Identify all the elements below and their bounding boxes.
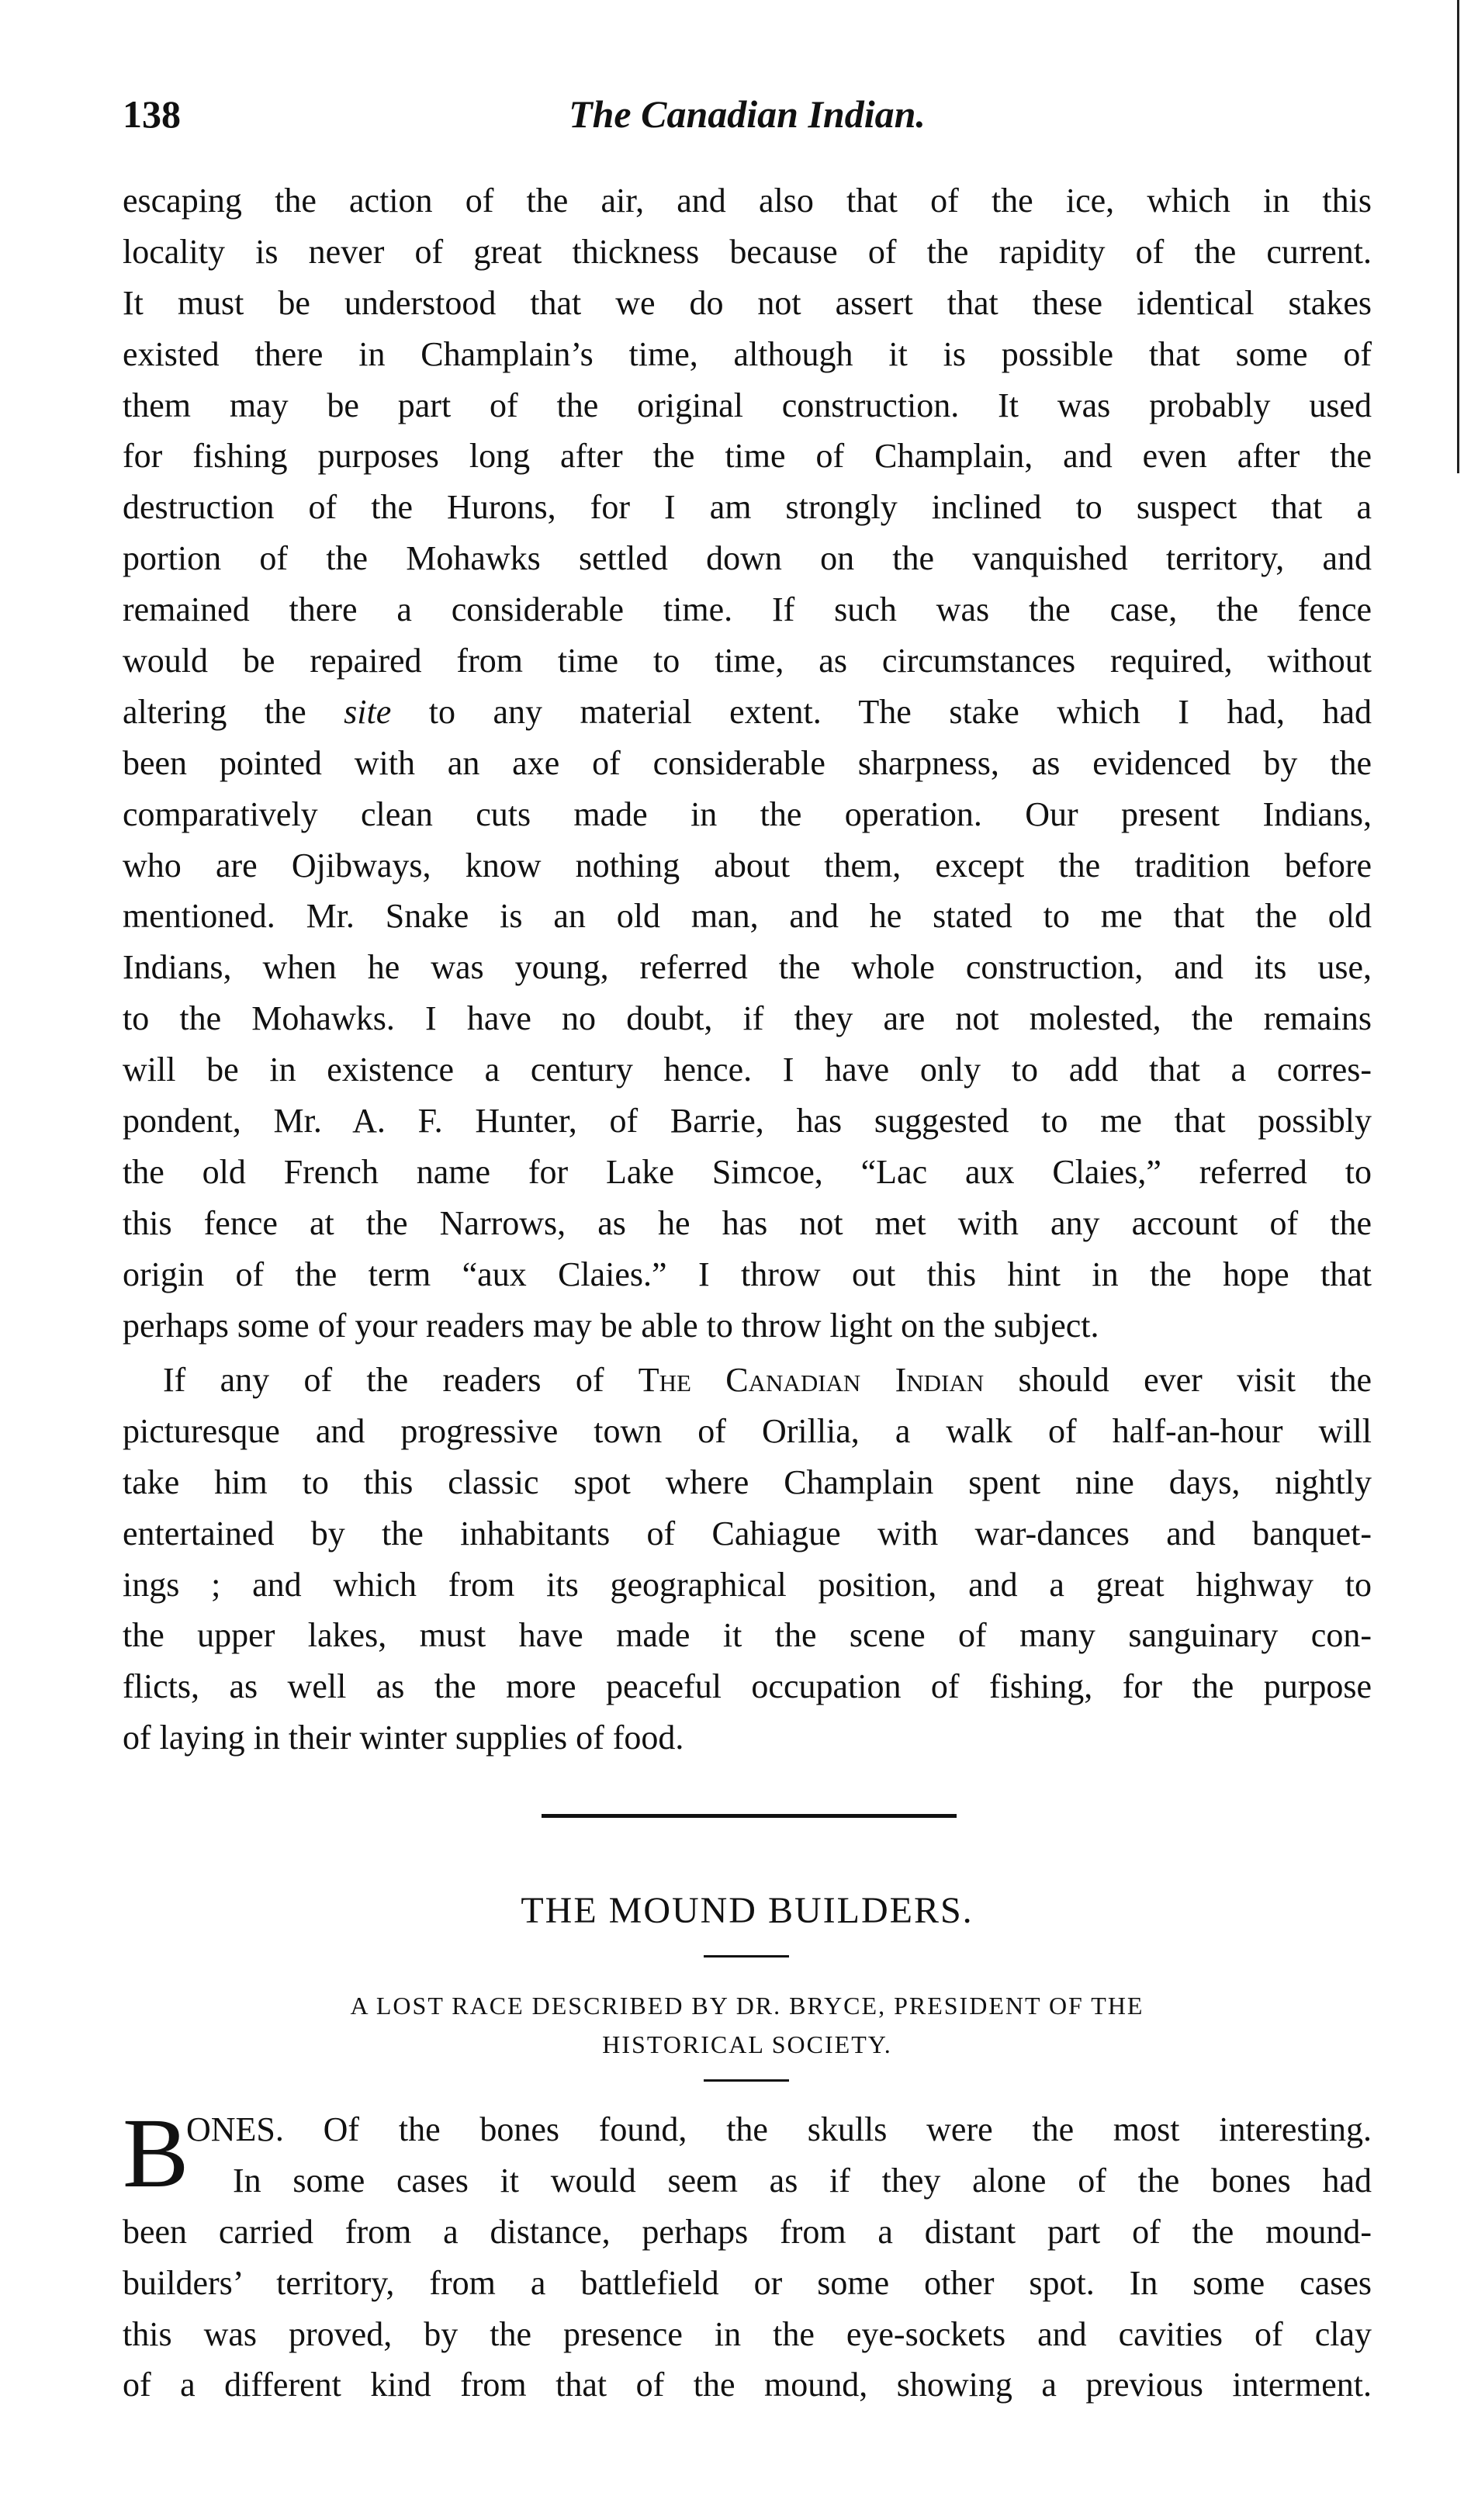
small-caps-title: The Canadian Indian [638, 1361, 985, 1399]
italic-word: site [344, 692, 392, 731]
text-line: mentioned. Mr. Snake is an old man, and he stated to me that the old [123, 897, 1372, 936]
text-line: for fishing purposes long after the time of Champlain, and even after the [123, 437, 1372, 476]
paragraph-1 [123, 175, 1372, 1351]
article-heading: THE MOUND BUILDERS. [521, 1890, 974, 1931]
text-line: pondent, Mr. A. F. Hunter, of Barrie, has suggested to me that possibly [123, 1102, 1372, 1141]
text-line: them may be part of the original construction. It was probably used [123, 386, 1372, 424]
text-line: It must be understood that we do not assert that these identical stakes [123, 283, 1372, 322]
article-subtitle [123, 1986, 1372, 2064]
text-line: of a different kind from that of the mound, showing a previous interment. [123, 2366, 1372, 2404]
text-line: perhaps some of your readers may be able to throw light on the subject. [123, 1306, 1099, 1345]
text-line: In some cases it would seem as if they alone of the bones had [233, 2161, 1372, 2200]
text-fragment: altering the [123, 692, 344, 731]
text-fragment: If any of the readers of [163, 1361, 639, 1399]
text-line: escaping the action of the air, and also that of the ice, which in this [123, 182, 1372, 220]
text-line: ings ; and which from its geographical position, and a great highway to [123, 1565, 1372, 1604]
page-header [123, 92, 1372, 154]
page-number: 138 [123, 92, 181, 136]
text-line: this was proved, by the presence in the eye-sockets and cavities of clay [123, 2314, 1372, 2353]
section-divider [542, 1814, 957, 1818]
text-line [123, 687, 1372, 738]
drop-cap: B [123, 2098, 189, 2208]
paragraph-2 [123, 1355, 1372, 1764]
running-title: The Canadian Indian. [569, 92, 926, 136]
text-line: locality is never of great thickness because of the rapidity of the current. [123, 232, 1372, 271]
text-line: been pointed with an axe of considerable sharpness, as evidenced by the [123, 743, 1372, 782]
text-line: to the Mohawks. I have no doubt, if they are not molested, the remains [123, 999, 1372, 1038]
text-line: picturesque and progressive town of Orillia, a walk of half-an-hour will [123, 1411, 1372, 1450]
text-line: destruction of the Hurons, for I am strongly inclined to suspect that a [123, 488, 1372, 527]
page-edge-line [1457, 0, 1459, 473]
article-body [123, 2098, 1372, 2411]
text-line: flicts, as well as the more peaceful occupation of fishing, for the purpose [123, 1667, 1372, 1706]
text-line: ONES. Of the bones found, the skulls were the most interesting. [186, 2110, 1372, 2148]
text-line: who are Ojibways, know nothing about them, except the tradition before [123, 846, 1372, 884]
text-line: origin of the term “aux Claies.” I throw out this hint in the hope that [123, 1255, 1372, 1293]
text-fragment: to any material extent. The stake which I had, had [391, 692, 1372, 731]
text-line: the upper lakes, must have made it the scene of many sanguinary con- [123, 1616, 1372, 1655]
text-line: of laying in their winter supplies of food. [123, 1719, 684, 1757]
text-line: entertained by the inhabitants of Cahiague with war-dances and banquet- [123, 1514, 1372, 1552]
text-line: portion of the Mohawks settled down on the vanquished territory, and [123, 539, 1372, 578]
text-line: this fence at the Narrows, as he has not met with any account of the [123, 1203, 1372, 1242]
text-line: existed there in Champlain’s time, although it is possible that some of [123, 334, 1372, 373]
text-line: would be repaired from time to time, as circumstances required, without [123, 642, 1372, 680]
text-line: comparatively clean cuts made in the operation. Our present Indians, [123, 794, 1372, 833]
text-line [123, 1355, 1372, 1406]
text-line: take him to this classic spot where Champlain spent nine days, nightly [123, 1462, 1372, 1501]
text-line: builders’ territory, from a battlefield or some other spot. In some cases [123, 2263, 1372, 2302]
text-fragment: should ever visit the [984, 1361, 1372, 1399]
subtitle-line: A LOST RACE DESCRIBED BY DR. BRYCE, PRESIDENT OF THE [350, 1992, 1144, 2020]
text-line: will be in existence a century hence. I have only to add that a corres- [123, 1051, 1372, 1089]
subtitle-line: HISTORICAL SOCIETY. [602, 2030, 892, 2058]
text-line: remained there a considerable time. If such was the case, the fence [123, 590, 1372, 629]
text-line: Indians, when he was young, referred the whole construction, and its use, [123, 948, 1372, 987]
heading-rule [704, 1955, 789, 1958]
subtitle-rule [704, 2079, 789, 2082]
text-line: the old French name for Lake Simcoe, “Lac aux Claies,” referred to [123, 1152, 1372, 1191]
text-line: been carried from a distance, perhaps from a distant part of the mound- [123, 2212, 1372, 2251]
